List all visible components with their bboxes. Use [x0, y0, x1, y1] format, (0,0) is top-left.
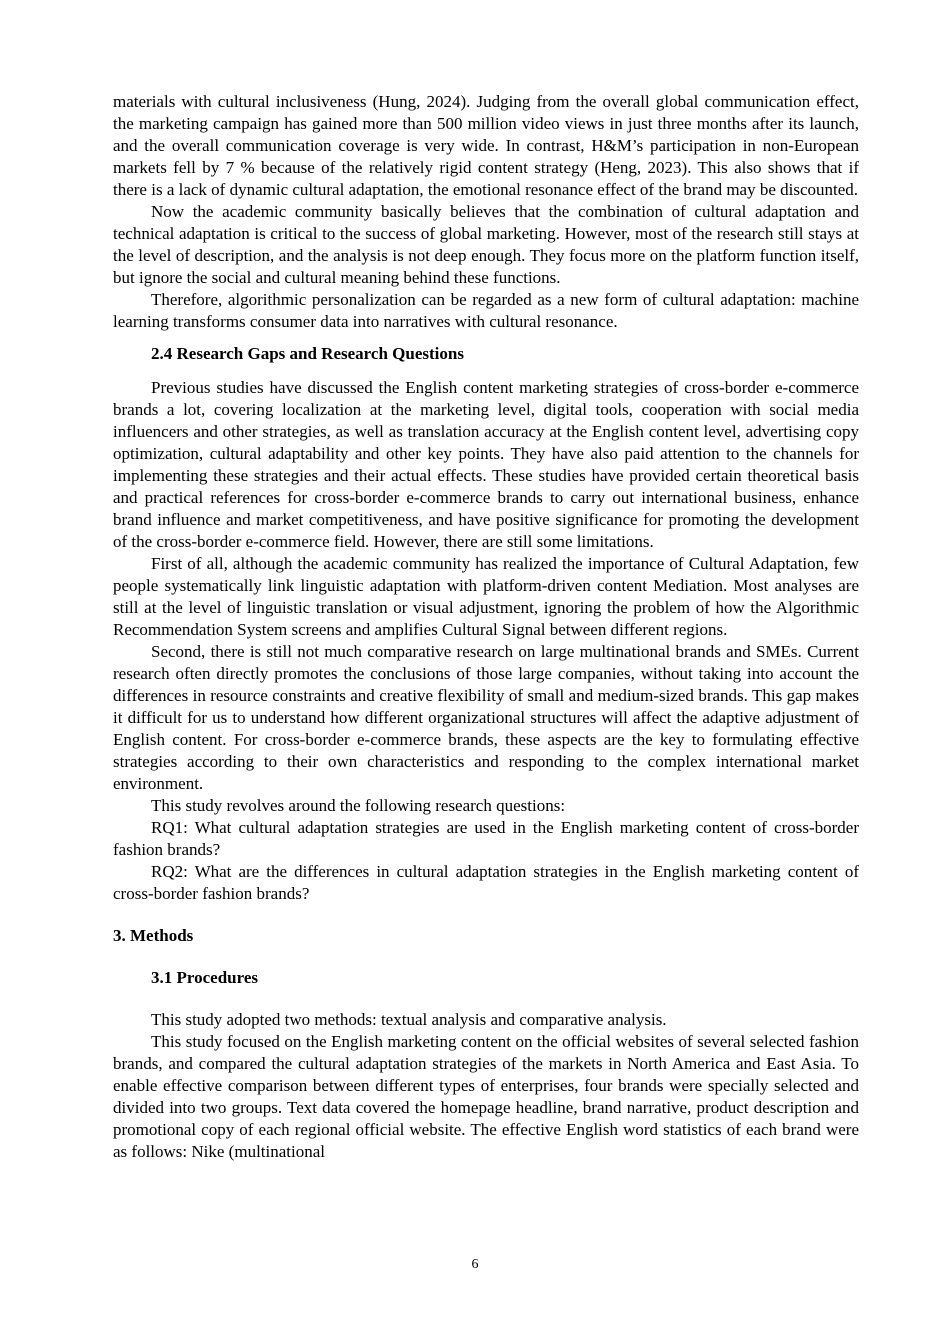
section-heading-3: 3. Methods	[113, 926, 194, 945]
paragraph-3-1-data: This study focused on the English marketing content on the official websites of several selected fashion brands, and compared the cultural adaptation strategies of the markets in North America and East Asia. To enable effective comparison between different types of enterprises, four brands were specially selected and divided into two groups. Text data covered the homepage headline, brand narrative, product description and promotional copy of each regional official website. The effective English word statistics of each brand were as follows: Nike (multinational	[113, 1032, 859, 1161]
paragraph-3-1-methods: This study adopted two methods: textual analysis and comparative analysis.	[151, 1010, 667, 1029]
paragraph-2-4-questions-intro: This study revolves around the following research questions:	[151, 796, 566, 815]
section-heading-2-4: 2.4 Research Gaps and Research Questions	[151, 344, 464, 363]
paragraph-2-3-academic-consensus: Now the academic community basically believes that the combination of cultural adaptation and technical adaptation is critical to the success of global marketing. However, most of the research still stays at the level of description, and the analysis is not deep enough. They focus more on the platform function itself, but ignore the social and cultural meaning behind these functions.	[113, 202, 859, 287]
research-question-2: RQ2: What are the differences in cultural adaptation strategies in the English marketing content of cross-border fashion brands?	[113, 862, 859, 903]
paragraph-2-3-algorithmic-personalization: Therefore, algorithmic personalization can be regarded as a new form of cultural adaptation: machine learning transforms consumer data into narratives with cultural resonance.	[113, 290, 859, 331]
section-heading-3-1: 3.1 Procedures	[151, 968, 259, 987]
page-body	[113, 91, 859, 1163]
paragraph-2-4-first-gap: First of all, although the academic community has realized the importance of Cultural Adaptation, few people systematically link linguistic adaptation with platform-driven content Mediation. Most analyses are still at the level of linguistic translation or visual adjustment, ignoring the problem of how the Algorithmic Recommendation System screens and amplifies Cultural Signal between different regions.	[113, 554, 859, 639]
paragraph-2-4-previous-studies: Previous studies have discussed the English content marketing strategies of cross-border e-commerce brands a lot, covering localization at the marketing level, digital tools, cooperation with social media influencers and other strategies, as well as translation accuracy at the English content level, advertising copy optimization, cultural adaptability and other key points. They have also paid attention to the channels for implementing these strategies and their actual effects. These studies have provided certain theoretical basis and practical references for cross-border e-commerce brands to carry out international business, enhance brand influence and market competitiveness, and have positive significance for promoting the development of the cross-border e-commerce field. However, there are still some limitations.	[113, 378, 859, 551]
page-number: 6	[471, 1257, 479, 1272]
research-question-1: RQ1: What cultural adaptation strategies are used in the English marketing content of cross-border fashion brands?	[113, 818, 859, 859]
paragraph-2-4-second-gap: Second, there is still not much comparative research on large multinational brands and SMEs. Current research often directly promotes the conclusions of those large companies, without taking into account the differences in resource constraints and creative flexibility of small and medium-sized brands. This gap makes it difficult for us to understand how different organizational structures will affect the adaptive adjustment of English content. For cross-border e-commerce brands, these aspects are the key to formulating effective strategies according to their own characteristics and responding to the complex international market environment.	[113, 642, 859, 793]
paragraph-2-3-continued: materials with cultural inclusiveness (Hung, 2024). Judging from the overall global communication effect, the marketing campaign has gained more than 500 million video views in just three months after its launch, and the overall communication coverage is very wide. In contrast, H&M’s participation in non-European markets fell by 7 % because of the relatively rigid content strategy (Heng, 2023). This also shows that if there is a lack of dynamic cultural adaptation, the emotional resonance effect of the brand may be discounted.	[113, 92, 859, 199]
